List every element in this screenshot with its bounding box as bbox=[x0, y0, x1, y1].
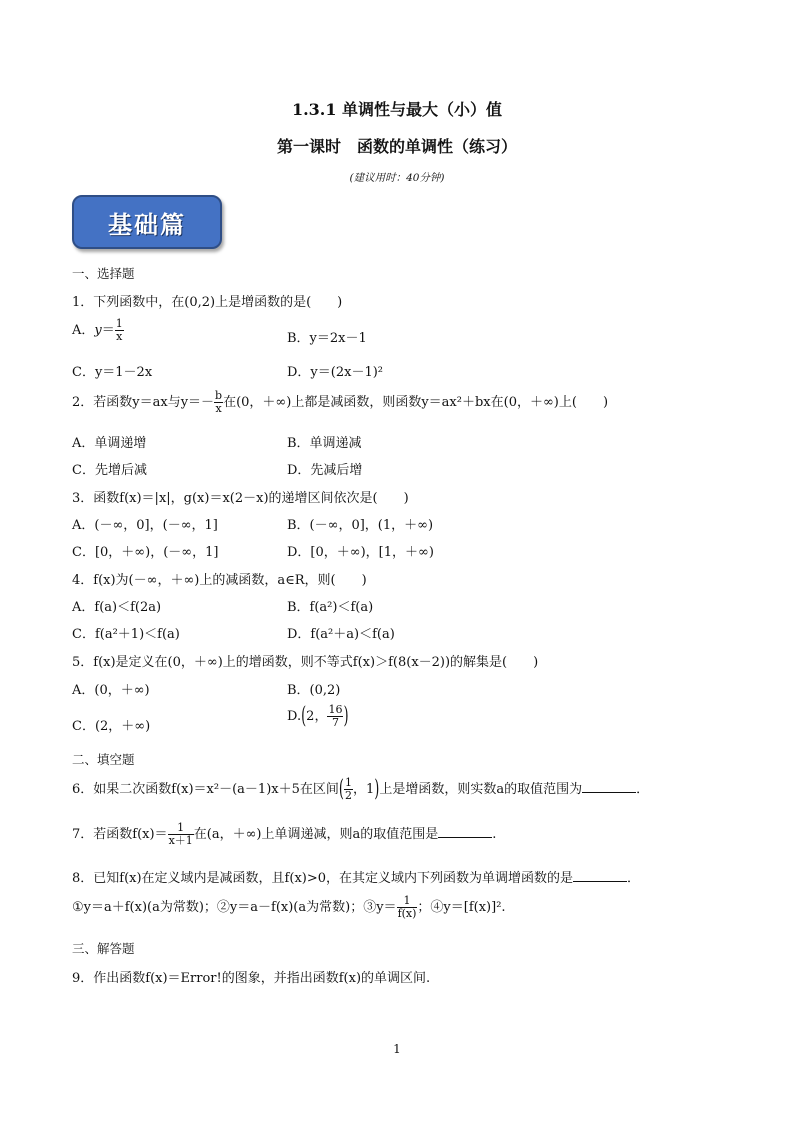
answer-blank bbox=[573, 870, 627, 882]
question-1-option-d: D．y＝(2x－1)² bbox=[287, 365, 383, 380]
question-5-option-a: A．(0，＋∞) bbox=[72, 683, 150, 698]
page-title: 1.3.1 单调性与最大（小）值 bbox=[291, 100, 503, 119]
section-heading-solve: 三、解答题 bbox=[72, 941, 135, 956]
question-3-option-c: C．[0，＋∞)，(－∞，1] bbox=[72, 545, 219, 560]
question-1-option-a: A．y＝ $\frac{1}{x}$ bbox=[72, 317, 123, 343]
fraction: $\frac{1}{x+1}$ bbox=[168, 821, 193, 847]
question-2-option-b: B．单调递减 bbox=[287, 436, 362, 451]
question-5-option-c: C．(2，＋∞) bbox=[72, 719, 151, 734]
fraction: $\frac{b}{x}$ bbox=[215, 389, 223, 415]
section-heading-fill: 二、填空题 bbox=[72, 752, 135, 767]
question-5-option-d: D.(2， $\frac{16}{7}$ ) bbox=[287, 703, 349, 730]
question-1-option-c: C．y＝1－2x bbox=[72, 365, 153, 380]
question-2-option-c: C．先增后减 bbox=[72, 463, 147, 478]
question-8-stem: 8．已知f(x)在定义域内是减函数，且f(x)>0，在其定义域内下列函数为单调增函数的是 ． bbox=[72, 871, 641, 886]
question-4-option-b: B．f(a²)＜f(a) bbox=[287, 600, 374, 615]
fraction: $\frac{1}{f(x)}$ bbox=[397, 894, 417, 920]
fraction: $\frac{16}{7}$ bbox=[328, 703, 343, 729]
question-9-stem: 9．作出函数f(x)＝Error!的图象，并指出函数f(x)的单调区间. bbox=[72, 971, 431, 986]
fraction: $\frac{1}{x}$ bbox=[115, 317, 123, 343]
question-3-option-b: B．(－∞，0]，(1，＋∞) bbox=[287, 518, 434, 533]
question-3-option-a: A．(－∞，0]，(－∞，1] bbox=[72, 518, 218, 533]
section-heading-choice: 一、选择题 bbox=[72, 266, 135, 281]
question-3-stem: 3．函数f(x)＝|x|，g(x)＝x(2－x)的递增区间依次是( ) bbox=[72, 491, 409, 506]
answer-blank bbox=[438, 826, 492, 838]
question-1-option-b: B．y＝2x－1 bbox=[287, 331, 367, 346]
question-5-stem: 5．f(x)是定义在(0，＋∞)上的增函数，则不等式f(x)＞f(8(x－2))的解集是( ) bbox=[72, 655, 539, 670]
question-4-stem: 4．f(x)为(－∞，＋∞)上的减函数，a∈R，则( ) bbox=[72, 573, 367, 588]
answer-blank bbox=[582, 781, 636, 793]
level-badge-label: 基础篇 bbox=[108, 209, 186, 239]
question-7-stem: 7．若函数f(x)＝ $\frac{1}{x+1}$ 在(a，＋∞)上单调递减，则a的取值范围是 . bbox=[72, 821, 497, 847]
question-5-option-b: B．(0,2) bbox=[287, 683, 341, 698]
question-2-option-a: A．单调递增 bbox=[72, 436, 147, 451]
level-badge bbox=[72, 195, 222, 249]
question-4-option-d: D．f(a²＋a)＜f(a) bbox=[287, 627, 395, 642]
fraction: $\frac{1}{2}$ bbox=[344, 776, 352, 802]
question-2-stem: 2．若函数y＝ax与y＝－ $\frac{b}{x}$ 在(0，＋∞)上都是减函数，则函数y＝ax²＋bx在(0，＋∞)上( ) bbox=[72, 389, 609, 415]
page-subtitle: 第一课时 函数的单调性（练习） bbox=[276, 137, 517, 156]
question-8-options: ①y＝a＋f(x)(a为常数)；②y＝a－f(x)(a为常数)；③y＝ $\frac{1}{f(x)}$ ；④y＝[f(x)]². bbox=[72, 894, 506, 920]
question-4-option-a: A．f(a)＜f(2a) bbox=[72, 600, 162, 615]
question-1-stem: 1．下列函数中，在(0,2)上是增函数的是( ) bbox=[72, 295, 343, 310]
page-number: 1 bbox=[393, 1042, 401, 1056]
question-3-option-d: D．[0，＋∞)，[1，＋∞) bbox=[287, 545, 434, 560]
question-4-option-c: C．f(a²＋1)＜f(a) bbox=[72, 627, 180, 642]
question-6-stem: 6．如果二次函数f(x)＝x²－(a－1)x＋5在区间( $\frac{1}{2}$ ，1)上是增函数，则实数a的取值范围为 ． bbox=[72, 776, 650, 803]
suggested-time: (建议用时：40分钟) bbox=[349, 172, 445, 184]
question-2-option-d: D．先减后增 bbox=[287, 463, 363, 478]
